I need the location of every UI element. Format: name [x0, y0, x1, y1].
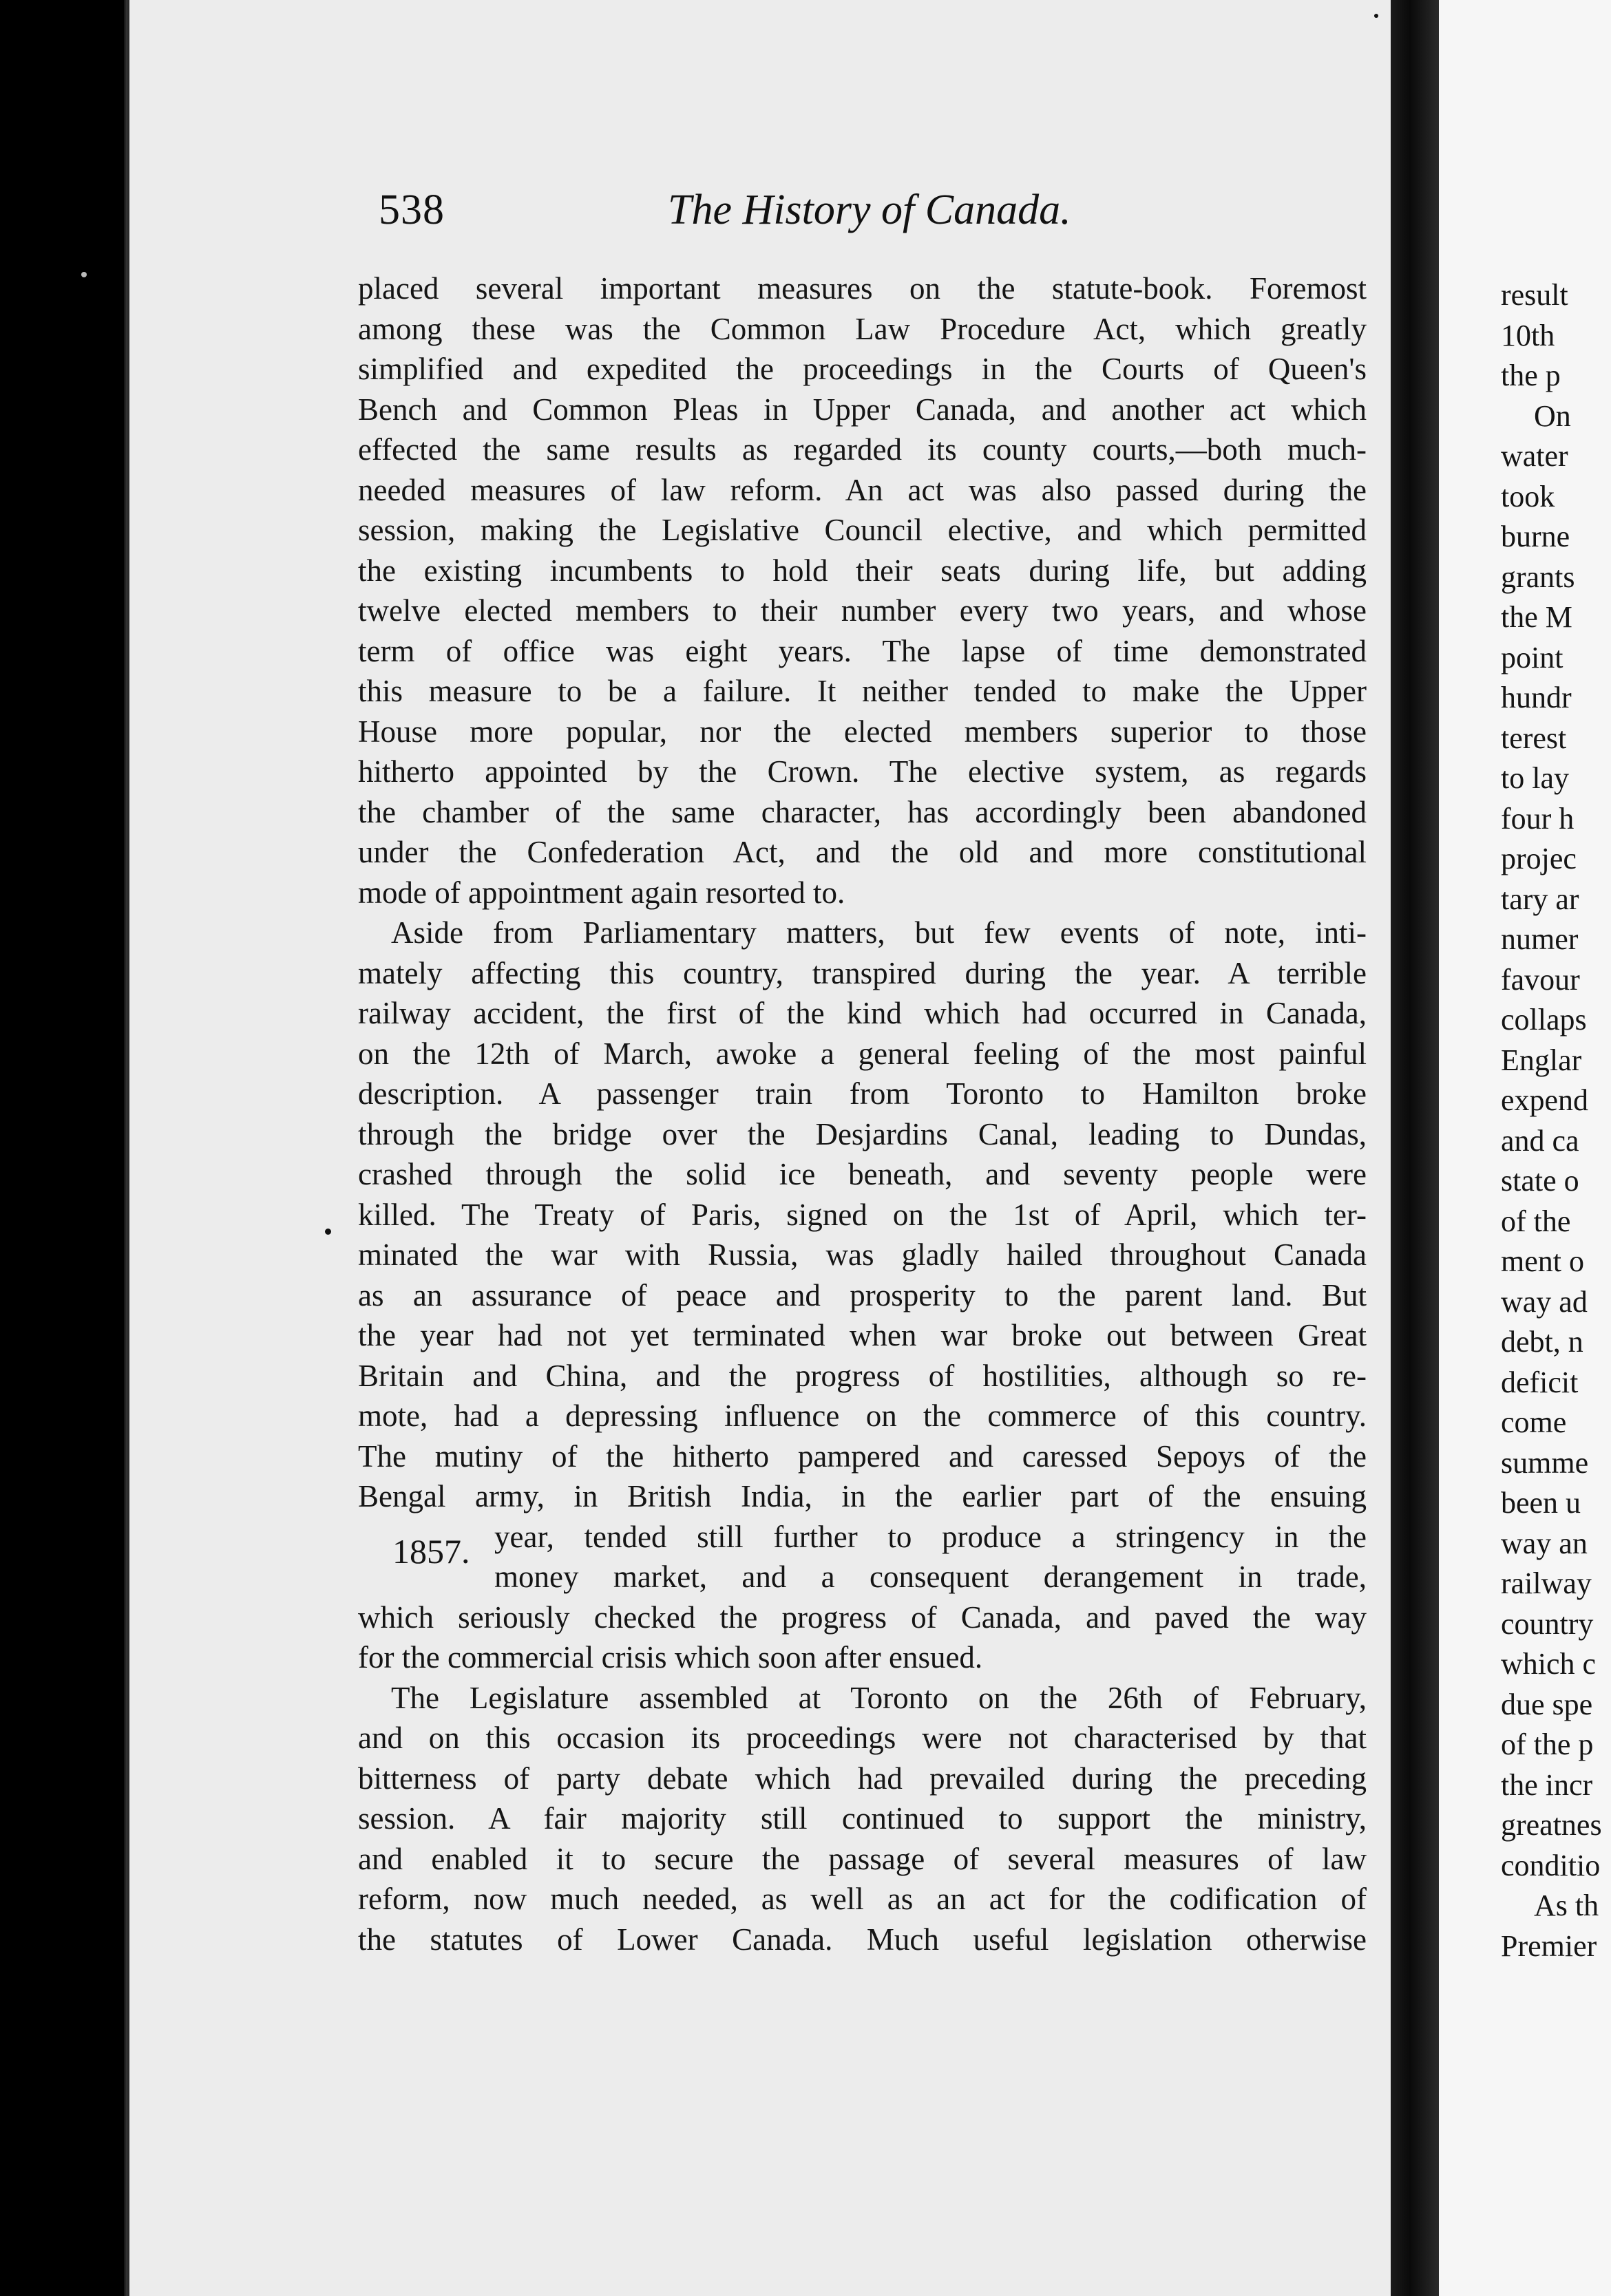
text-line: expend — [1501, 1083, 1589, 1117]
text-line: Aside from Parliamentary matters, but few events of note, inti- — [391, 915, 1367, 950]
text-line: money market, and a consequent derangement in trade, — [494, 1560, 1367, 1594]
text-line: twelve elected members to their number every two years, and whose — [358, 593, 1367, 628]
text-line: Englar — [1501, 1043, 1582, 1077]
text-line: mote, had a depressing influence on the commerce of this country. — [358, 1399, 1367, 1433]
text-line: grants — [1501, 560, 1575, 594]
text-line: Premier — [1501, 1928, 1597, 1963]
text-line: railway — [1501, 1566, 1592, 1600]
text-line: water — [1501, 439, 1568, 473]
text-line: been u — [1501, 1486, 1581, 1520]
text-line: took — [1501, 479, 1555, 513]
text-line: numer — [1501, 922, 1579, 956]
text-line: deficit — [1501, 1365, 1579, 1399]
right-page-body — [1501, 275, 1611, 1966]
text-line: year, tended still further to produce a stringency in the — [494, 1519, 1367, 1554]
text-line: needed measures of law reform. An act was also passed during the — [358, 472, 1367, 507]
margin-year-note: 1857. — [392, 1532, 470, 1571]
text-line: as an assurance of peace and prosperity to the parent land. But — [358, 1277, 1367, 1312]
text-line: under the Confederation Act, and the old and more constitutional — [358, 835, 1367, 869]
text-line: conditio — [1501, 1848, 1601, 1882]
text-line: ment o — [1501, 1244, 1584, 1278]
text-line: country — [1501, 1606, 1594, 1641]
text-line: four h — [1501, 801, 1575, 836]
text-line: and enabled it to secure the passage of several measures of law — [358, 1841, 1367, 1876]
text-line: the chamber of the same character, has accordingly been abandoned — [358, 794, 1367, 829]
running-title: The History of Canada. — [668, 187, 1071, 233]
text-line: terest — [1501, 721, 1567, 755]
text-line: on the 12th of March, awoke a general feeling of the most painful — [358, 1036, 1367, 1071]
page-header — [379, 186, 1356, 248]
text-line: Bench and Common Pleas in Upper Canada, and another act which — [358, 392, 1367, 427]
text-line: bitterness of party debate which had prevailed during the preceding — [358, 1761, 1367, 1796]
text-line: As th — [1534, 1889, 1599, 1922]
text-line: collaps — [1501, 1003, 1587, 1037]
text-line: the existing incumbents to hold their seats during life, but adding — [358, 553, 1367, 588]
text-line: hitherto appointed by the Crown. The elective system, as regards — [358, 754, 1367, 789]
text-line: greatnes — [1501, 1808, 1602, 1842]
text-line: come — [1501, 1405, 1567, 1439]
text-line: minated the war with Russia, was gladly hailed throughout Canada — [358, 1237, 1367, 1272]
text-line: the year had not yet terminated when war broke out between Great — [358, 1318, 1367, 1352]
text-line: The mutiny of the hitherto pampered and caressed Sepoys of the — [358, 1438, 1367, 1474]
text-line: due spe — [1501, 1687, 1593, 1721]
ink-speck — [1374, 14, 1378, 18]
text-line: reform, now much needed, as well as an act for the codification of — [358, 1882, 1367, 1916]
text-line: way an — [1501, 1526, 1588, 1560]
ink-speck — [81, 272, 87, 277]
text-line: state o — [1501, 1164, 1579, 1198]
text-line: session. A fair majority still continued to support the ministry, — [358, 1801, 1367, 1836]
text-line: session, making the Legislative Council elective, and which permitted — [358, 513, 1367, 547]
text-line: to lay — [1501, 761, 1569, 795]
left-page-body — [358, 268, 1367, 1959]
text-line: through the bridge over the Desjardins Canal, leading to Dundas, — [358, 1116, 1367, 1151]
text-line: railway accident, the first of the kind which had occurred in Canada, — [358, 996, 1367, 1030]
text-line: description. A passenger train from Toronto to Hamilton broke — [358, 1076, 1367, 1111]
text-line: projec — [1501, 842, 1577, 875]
text-line: mately affecting this country, transpired during the year. A terrible — [358, 955, 1367, 990]
text-line: term of office was eight years. The lapse of time demonstrated — [358, 633, 1367, 668]
text-line: mode of appointment again resorted to. — [358, 875, 845, 910]
text-line: Britain and China, and the progress of hostilities, although so re- — [358, 1358, 1367, 1393]
text-line: simplified and expedited the proceedings in the Courts of Queen's — [358, 352, 1367, 386]
text-line: among these was the Common Law Procedure Act, which greatly — [358, 311, 1367, 346]
text-line: and on this occasion its proceedings were not characterised by that — [358, 1721, 1367, 1755]
text-line: and ca — [1501, 1123, 1579, 1158]
text-line: the p — [1501, 359, 1561, 392]
text-line: effected the same results as regarded its county courts,—both much- — [358, 432, 1367, 467]
ink-speck — [325, 1229, 331, 1235]
text-line: summe — [1501, 1445, 1589, 1480]
text-line: Bengal army, in British India, in the earlier part of the ensuing — [358, 1479, 1367, 1513]
text-line: the statutes of Lower Canada. Much useful legislation otherwise — [358, 1922, 1367, 1957]
page-number: 538 — [379, 187, 445, 233]
text-line: of the — [1501, 1204, 1571, 1238]
text-line: crashed through the solid ice beneath, and seventy people were — [358, 1157, 1367, 1191]
text-line: placed several important measures on the statute-book. Foremost — [358, 271, 1367, 306]
text-line: the incr — [1501, 1767, 1593, 1802]
text-line: The Legislature assembled at Toronto on the 26th of February, — [391, 1680, 1367, 1715]
text-line: which c — [1501, 1647, 1597, 1681]
text-line: this measure to be a failure. It neither tended to make the Upper — [358, 674, 1367, 708]
text-line: way ad — [1501, 1284, 1588, 1319]
text-line: tary ar — [1501, 882, 1579, 916]
text-line: House more popular, nor the elected members superior to those — [358, 714, 1367, 749]
text-line: which seriously checked the progress of Canada, and paved the way — [358, 1599, 1367, 1635]
text-line: On — [1534, 398, 1571, 433]
text-line: result — [1501, 278, 1568, 312]
text-line: of the p — [1501, 1728, 1594, 1761]
text-line: hundr — [1501, 681, 1572, 714]
text-line: favour — [1501, 962, 1580, 997]
text-line: the M — [1501, 600, 1572, 634]
text-line: killed. The Treaty of Paris, signed on the 1st of April, which ter- — [358, 1197, 1367, 1232]
text-line: debt, n — [1501, 1325, 1583, 1359]
text-line: for the commercial crisis which soon after ensued. — [358, 1640, 983, 1675]
text-line: burne — [1501, 520, 1570, 553]
book-gutter — [1391, 0, 1439, 2296]
text-line: 10th — [1501, 318, 1555, 352]
text-line: point — [1501, 640, 1563, 674]
